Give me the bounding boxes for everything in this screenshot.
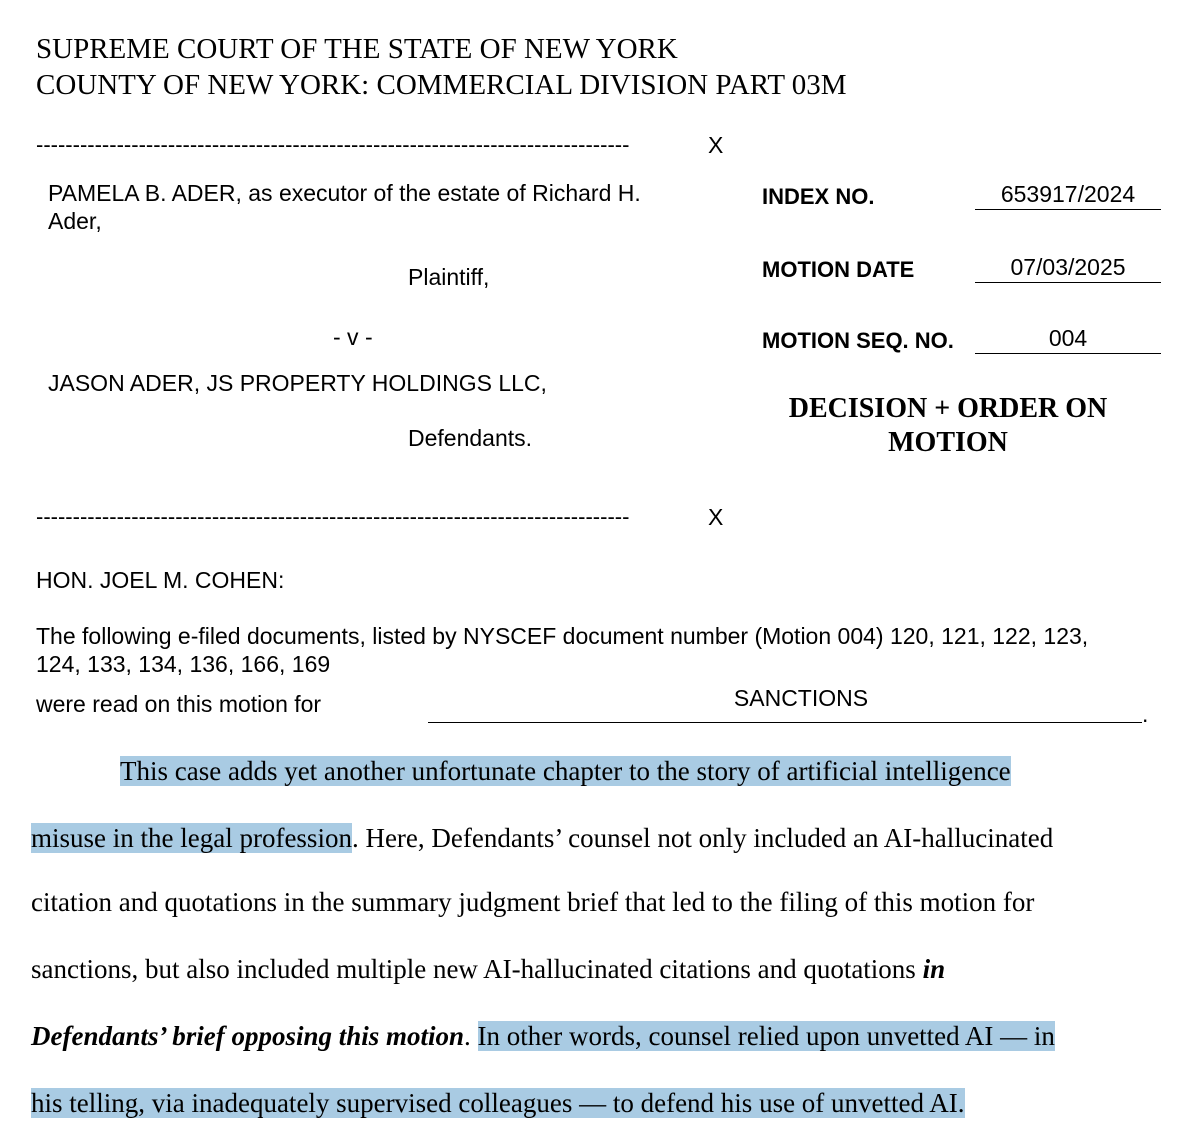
body-line-5: [31, 1019, 1055, 1053]
body-highlight-6: his telling, via inadequately supervised colleagues — to defend his use of unvetted AI.: [31, 1088, 965, 1118]
index-value: 653917/2024: [975, 181, 1161, 210]
body-highlight-2: misuse in the legal profession: [31, 823, 352, 853]
body-highlight-5: In other words, counsel relied upon unvetted AI — in: [477, 1021, 1055, 1051]
body-text-2: . Here, Defendants’ counsel not only included an AI-hallucinated: [351, 823, 1054, 853]
body-line-1: [120, 754, 1011, 788]
body-text-4: sanctions, but also included multiple new AI-hallucinated citations and quotations: [31, 954, 923, 984]
decision-title-line1: DECISION + ORDER ON: [788, 393, 1108, 424]
versus: - v -: [333, 324, 373, 350]
separator-dashes-bottom: ---------------------------------------------------------------------------------: [36, 504, 630, 529]
motion-date-value: 07/03/2025: [975, 254, 1161, 283]
read-for-label: were read on this motion for: [36, 691, 322, 717]
decision-title: [760, 392, 1136, 460]
body-line-2: [31, 821, 1053, 855]
motion-date-label: MOTION DATE: [762, 257, 915, 282]
separator-dashes-top: ---------------------------------------------------------------------------------: [36, 132, 630, 157]
plaintiff-name-cont: Ader,: [48, 208, 102, 234]
motion-seq-label: MOTION SEQ. NO.: [762, 328, 954, 353]
separator-x-bottom: X: [708, 504, 724, 530]
separator-x-top: X: [708, 132, 724, 158]
documents-list-line1: The following e-filed documents, listed by NYSCEF document number (Motion 004) 120, 121, 122, 123,: [36, 623, 1089, 649]
body-emphasis-4: in: [922, 954, 946, 984]
court-name: SUPREME COURT OF THE STATE OF NEW YORK: [36, 33, 678, 65]
motion-seq-value: 004: [975, 325, 1161, 354]
defendants-names: JASON ADER, JS PROPERTY HOLDINGS LLC,: [48, 370, 547, 396]
motion-type-value: SANCTIONS: [733, 685, 869, 711]
court-division: COUNTY OF NEW YORK: COMMERCIAL DIVISION PART 03M: [36, 69, 847, 101]
decision-title-line2: MOTION: [888, 427, 1008, 458]
index-label: INDEX NO.: [762, 184, 875, 209]
body-line-3: citation and quotations in the summary judgment brief that led to the filing of this motion for: [31, 887, 1035, 917]
body-emphasis-5: Defendants’ brief opposing this motion: [31, 1021, 465, 1051]
body-line-6: [31, 1086, 965, 1120]
plaintiff-role: Plaintiff,: [408, 264, 490, 290]
plaintiff-name: PAMELA B. ADER, as executor of the estate of Richard H.: [48, 180, 641, 206]
documents-list-line2: 124, 133, 134, 136, 166, 169: [36, 651, 331, 677]
body-text-5: .: [464, 1021, 478, 1051]
motion-type-period: .: [1142, 701, 1149, 727]
motion-type-field: [428, 684, 1142, 723]
defendants-role: Defendants.: [408, 425, 533, 451]
body-line-4: [31, 952, 945, 986]
judge-name: HON. JOEL M. COHEN:: [36, 567, 285, 593]
body-highlight-1: This case adds yet another unfortunate chapter to the story of artificial intelligence: [120, 756, 1011, 786]
